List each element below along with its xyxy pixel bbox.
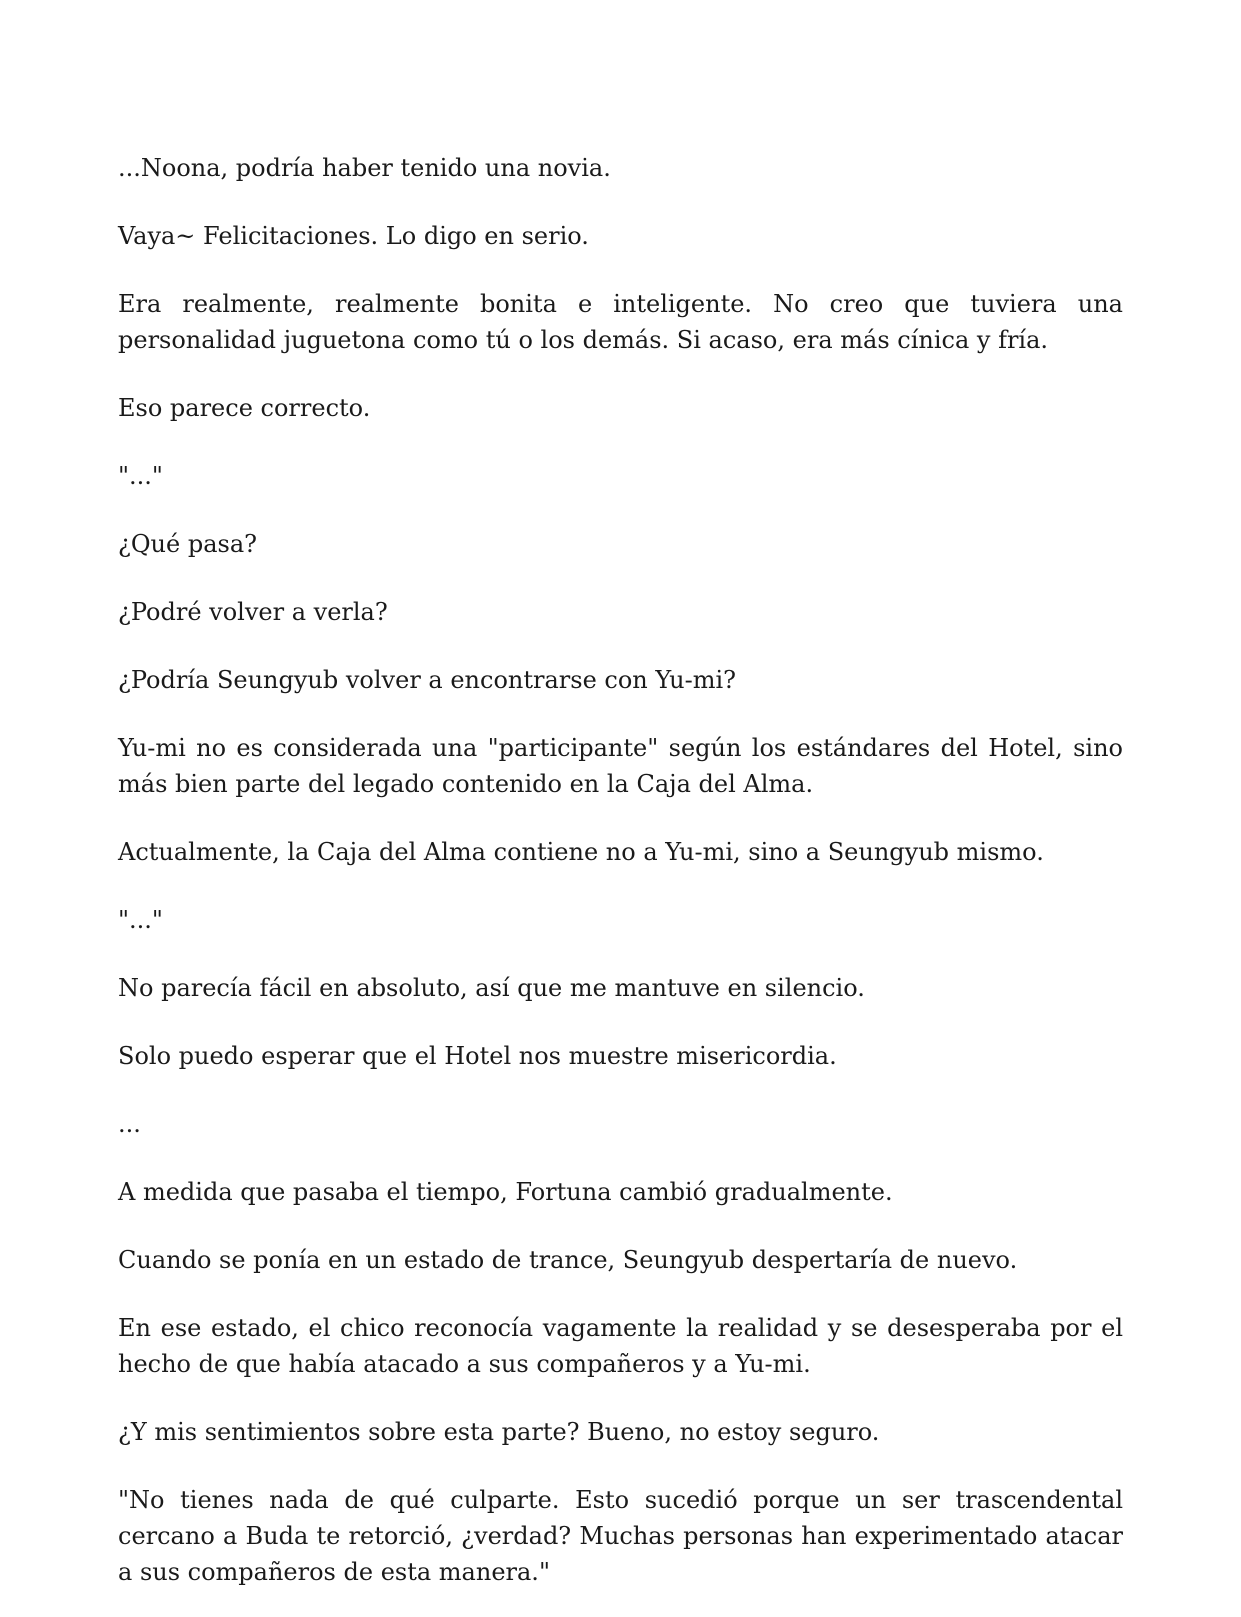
paragraph: Era realmente, realmente bonita e inteligente. No creo que tuviera una personalidad juguetona como tú o los demás. Si acaso, era más cínica y fría.	[118, 290, 1123, 354]
paragraph: ¿Podría Seungyub volver a encontrarse con Yu-mi?	[118, 666, 737, 694]
paragraph: "..."	[118, 462, 163, 490]
paragraph: ¿Y mis sentimientos sobre esta parte? Bueno, no estoy seguro.	[118, 1418, 880, 1446]
paragraph: Actualmente, la Caja del Alma contiene no a Yu-mi, sino a Seungyub mismo.	[118, 838, 1044, 866]
paragraph: No parecía fácil en absoluto, así que me mantuve en silencio.	[118, 974, 865, 1002]
paragraph: "No tienes nada de qué culparte. Esto sucedió porque un ser trascendental cercano a Buda te retorció, ¿verdad? Muchas personas han experimentado atacar a sus compañeros de esta manera."	[118, 1486, 1123, 1586]
paragraph: "..."	[118, 906, 163, 934]
paragraph: Solo puedo esperar que el Hotel nos muestre misericordia.	[118, 1042, 837, 1070]
paragraph: ...Noona, podría haber tenido una novia.	[118, 154, 611, 182]
paragraph: ...	[118, 1110, 141, 1138]
paragraph: A medida que pasaba el tiempo, Fortuna cambió gradualmente.	[118, 1178, 893, 1206]
paragraph: ¿Qué pasa?	[118, 530, 257, 558]
paragraph: ¿Podré volver a verla?	[118, 598, 388, 626]
paragraph: Cuando se ponía en un estado de trance, Seungyub despertaría de nuevo.	[118, 1246, 1018, 1274]
paragraph: Vaya~ Felicitaciones. Lo digo en serio.	[118, 222, 589, 250]
paragraph: Yu-mi no es considerada una "participante" según los estándares del Hotel, sino más bien parte del legado contenido en la Caja del Alma.	[118, 734, 1123, 798]
paragraph: Eso parece correcto.	[118, 394, 371, 422]
document-body	[118, 150, 1123, 1590]
paragraph: En ese estado, el chico reconocía vagamente la realidad y se desesperaba por el hecho de que había atacado a sus compañeros y a Yu-mi.	[118, 1314, 1123, 1378]
